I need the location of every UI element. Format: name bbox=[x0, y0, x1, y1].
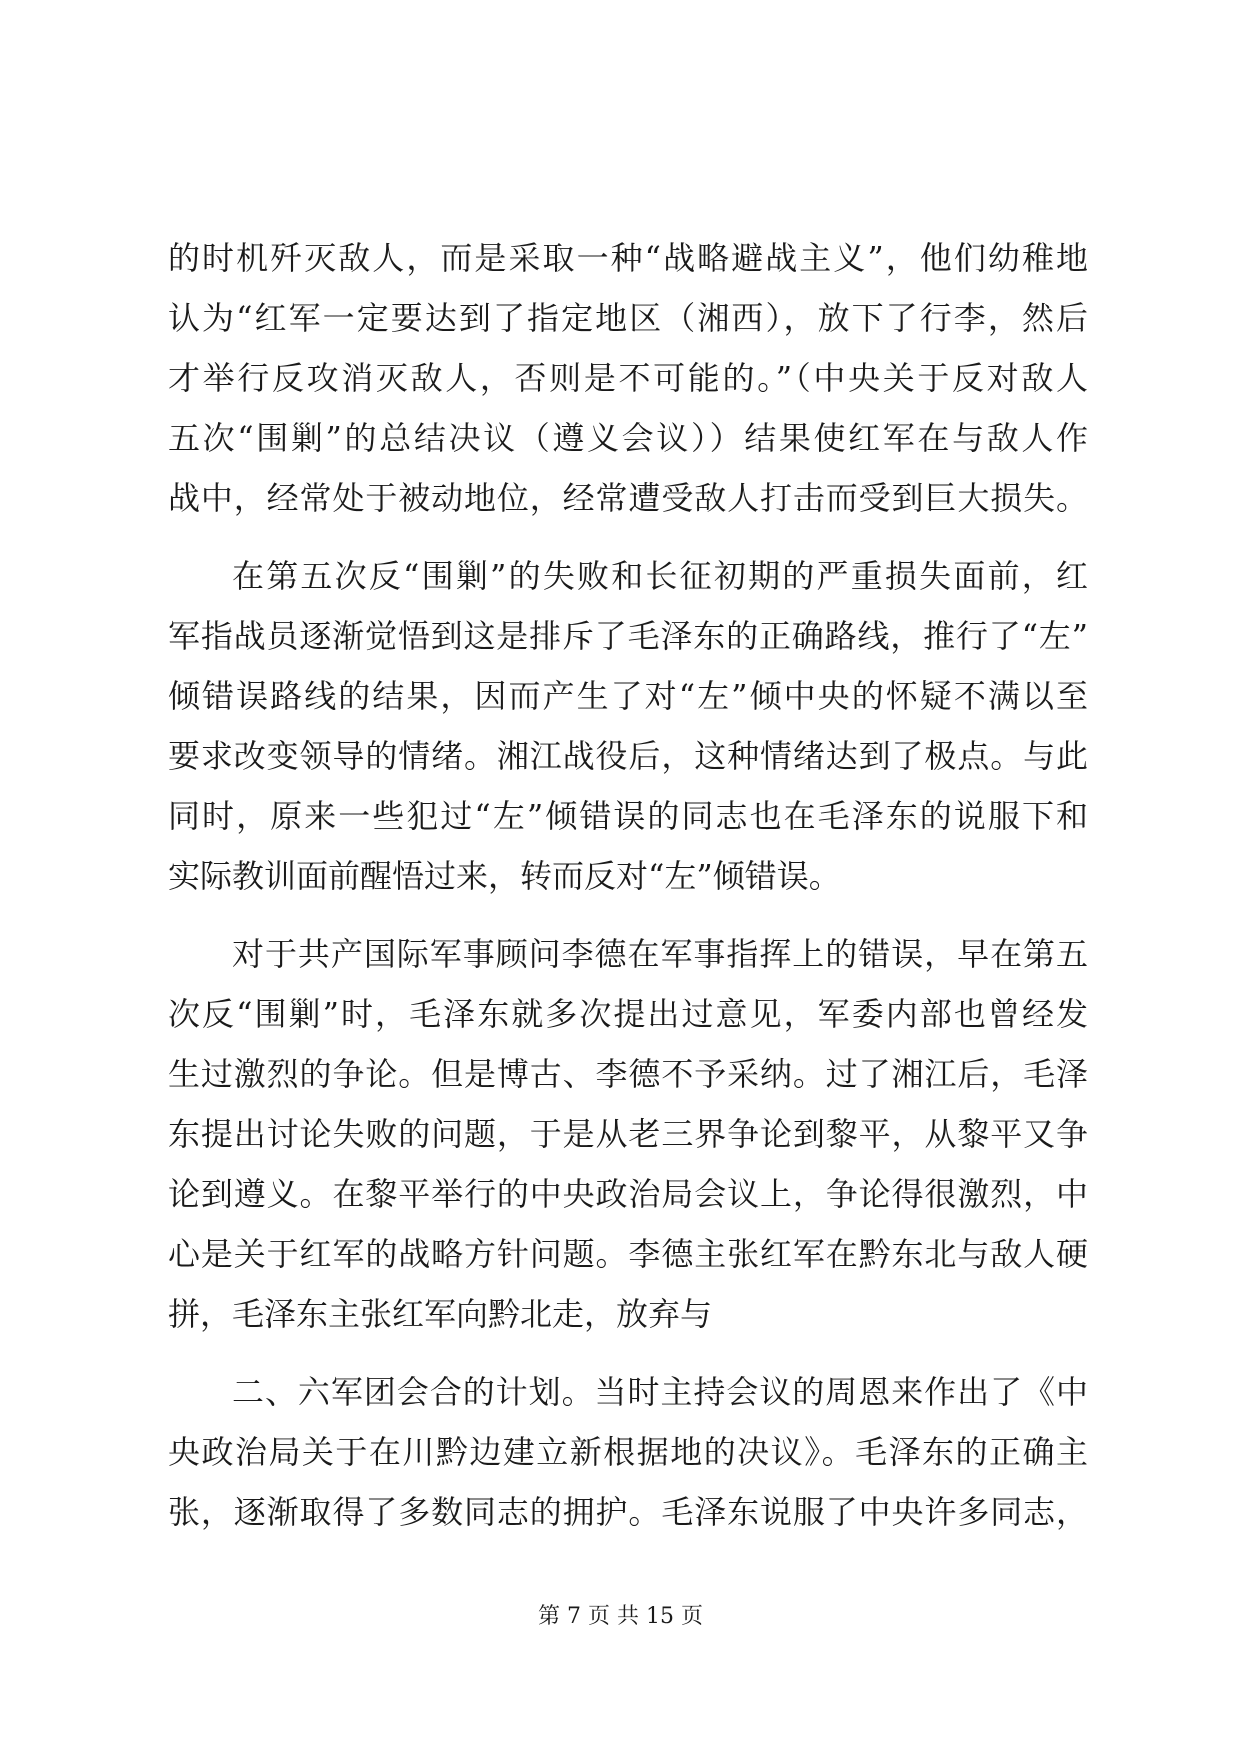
text-line: 对于共产国际军事顾问李德在军事指挥上的错误，早在第五 bbox=[232, 935, 1088, 973]
text-line: 拼，毛泽东主张红军向黔北走，放弃与 bbox=[168, 1295, 713, 1333]
text-line: 在第五次反“围剿”的失败和长征初期的严重损失面前，红 bbox=[232, 557, 1088, 595]
text-line: 要求改变领导的情绪。湘江战役后，这种情绪达到了极点。与此 bbox=[168, 737, 1088, 775]
document-body bbox=[168, 228, 1088, 1542]
text-line: 才举行反攻消灭敌人，否则是不可能的。”（中央关于反对敌人 bbox=[168, 359, 1088, 397]
text-line: 央政治局关于在川黔边建立新根据地的决议》。毛泽东的正确主 bbox=[168, 1433, 1088, 1471]
text-line: 同时，原来一些犯过“左”倾错误的同志也在毛泽东的说服下和 bbox=[168, 797, 1088, 835]
text-line: 二、六军团会合的计划。当时主持会议的周恩来作出了《中 bbox=[232, 1373, 1088, 1411]
paragraph-gap bbox=[168, 1344, 1088, 1362]
paragraph-gap bbox=[168, 528, 1088, 546]
text-line: 次反“围剿”时，毛泽东就多次提出过意见，军委内部也曾经发 bbox=[168, 995, 1088, 1033]
text-line: 战中，经常处于被动地位，经常遭受敌人打击而受到巨大损失。 bbox=[168, 479, 1088, 517]
page-number-footer: 第 7 页 共 15 页 bbox=[538, 1604, 703, 1629]
text-line: 论到遵义。在黎平举行的中央政治局会议上，争论得很激烈，中 bbox=[168, 1175, 1088, 1213]
text-line: 的时机歼灭敌人，而是采取一种“战略避战主义”，他们幼稚地 bbox=[168, 239, 1088, 277]
text-line: 生过激烈的争论。但是博古、李德不予采纳。过了湘江后，毛泽 bbox=[168, 1055, 1088, 1093]
text-line: 认为“红军一定要达到了指定地区（湘西），放下了行李，然后 bbox=[168, 299, 1088, 337]
text-line: 实际教训面前醒悟过来，转而反对“左”倾错误。 bbox=[168, 857, 841, 895]
text-line: 东提出讨论失败的问题，于是从老三界争论到黎平，从黎平又争 bbox=[168, 1115, 1088, 1153]
text-line: 倾错误路线的结果，因而产生了对“左”倾中央的怀疑不满以至 bbox=[168, 677, 1088, 715]
text-line: 军指战员逐渐觉悟到这是排斥了毛泽东的正确路线，推行了“左” bbox=[168, 617, 1088, 655]
text-line: 五次“围剿”的总结决议（遵义会议））结果使红军在与敌人作 bbox=[168, 419, 1088, 457]
paragraph-gap bbox=[168, 906, 1088, 924]
text-line: 心是关于红军的战略方针问题。李德主张红军在黔东北与敌人硬 bbox=[168, 1235, 1088, 1273]
text-line: 张，逐渐取得了多数同志的拥护。毛泽东说服了中央许多同志， bbox=[168, 1493, 1088, 1531]
